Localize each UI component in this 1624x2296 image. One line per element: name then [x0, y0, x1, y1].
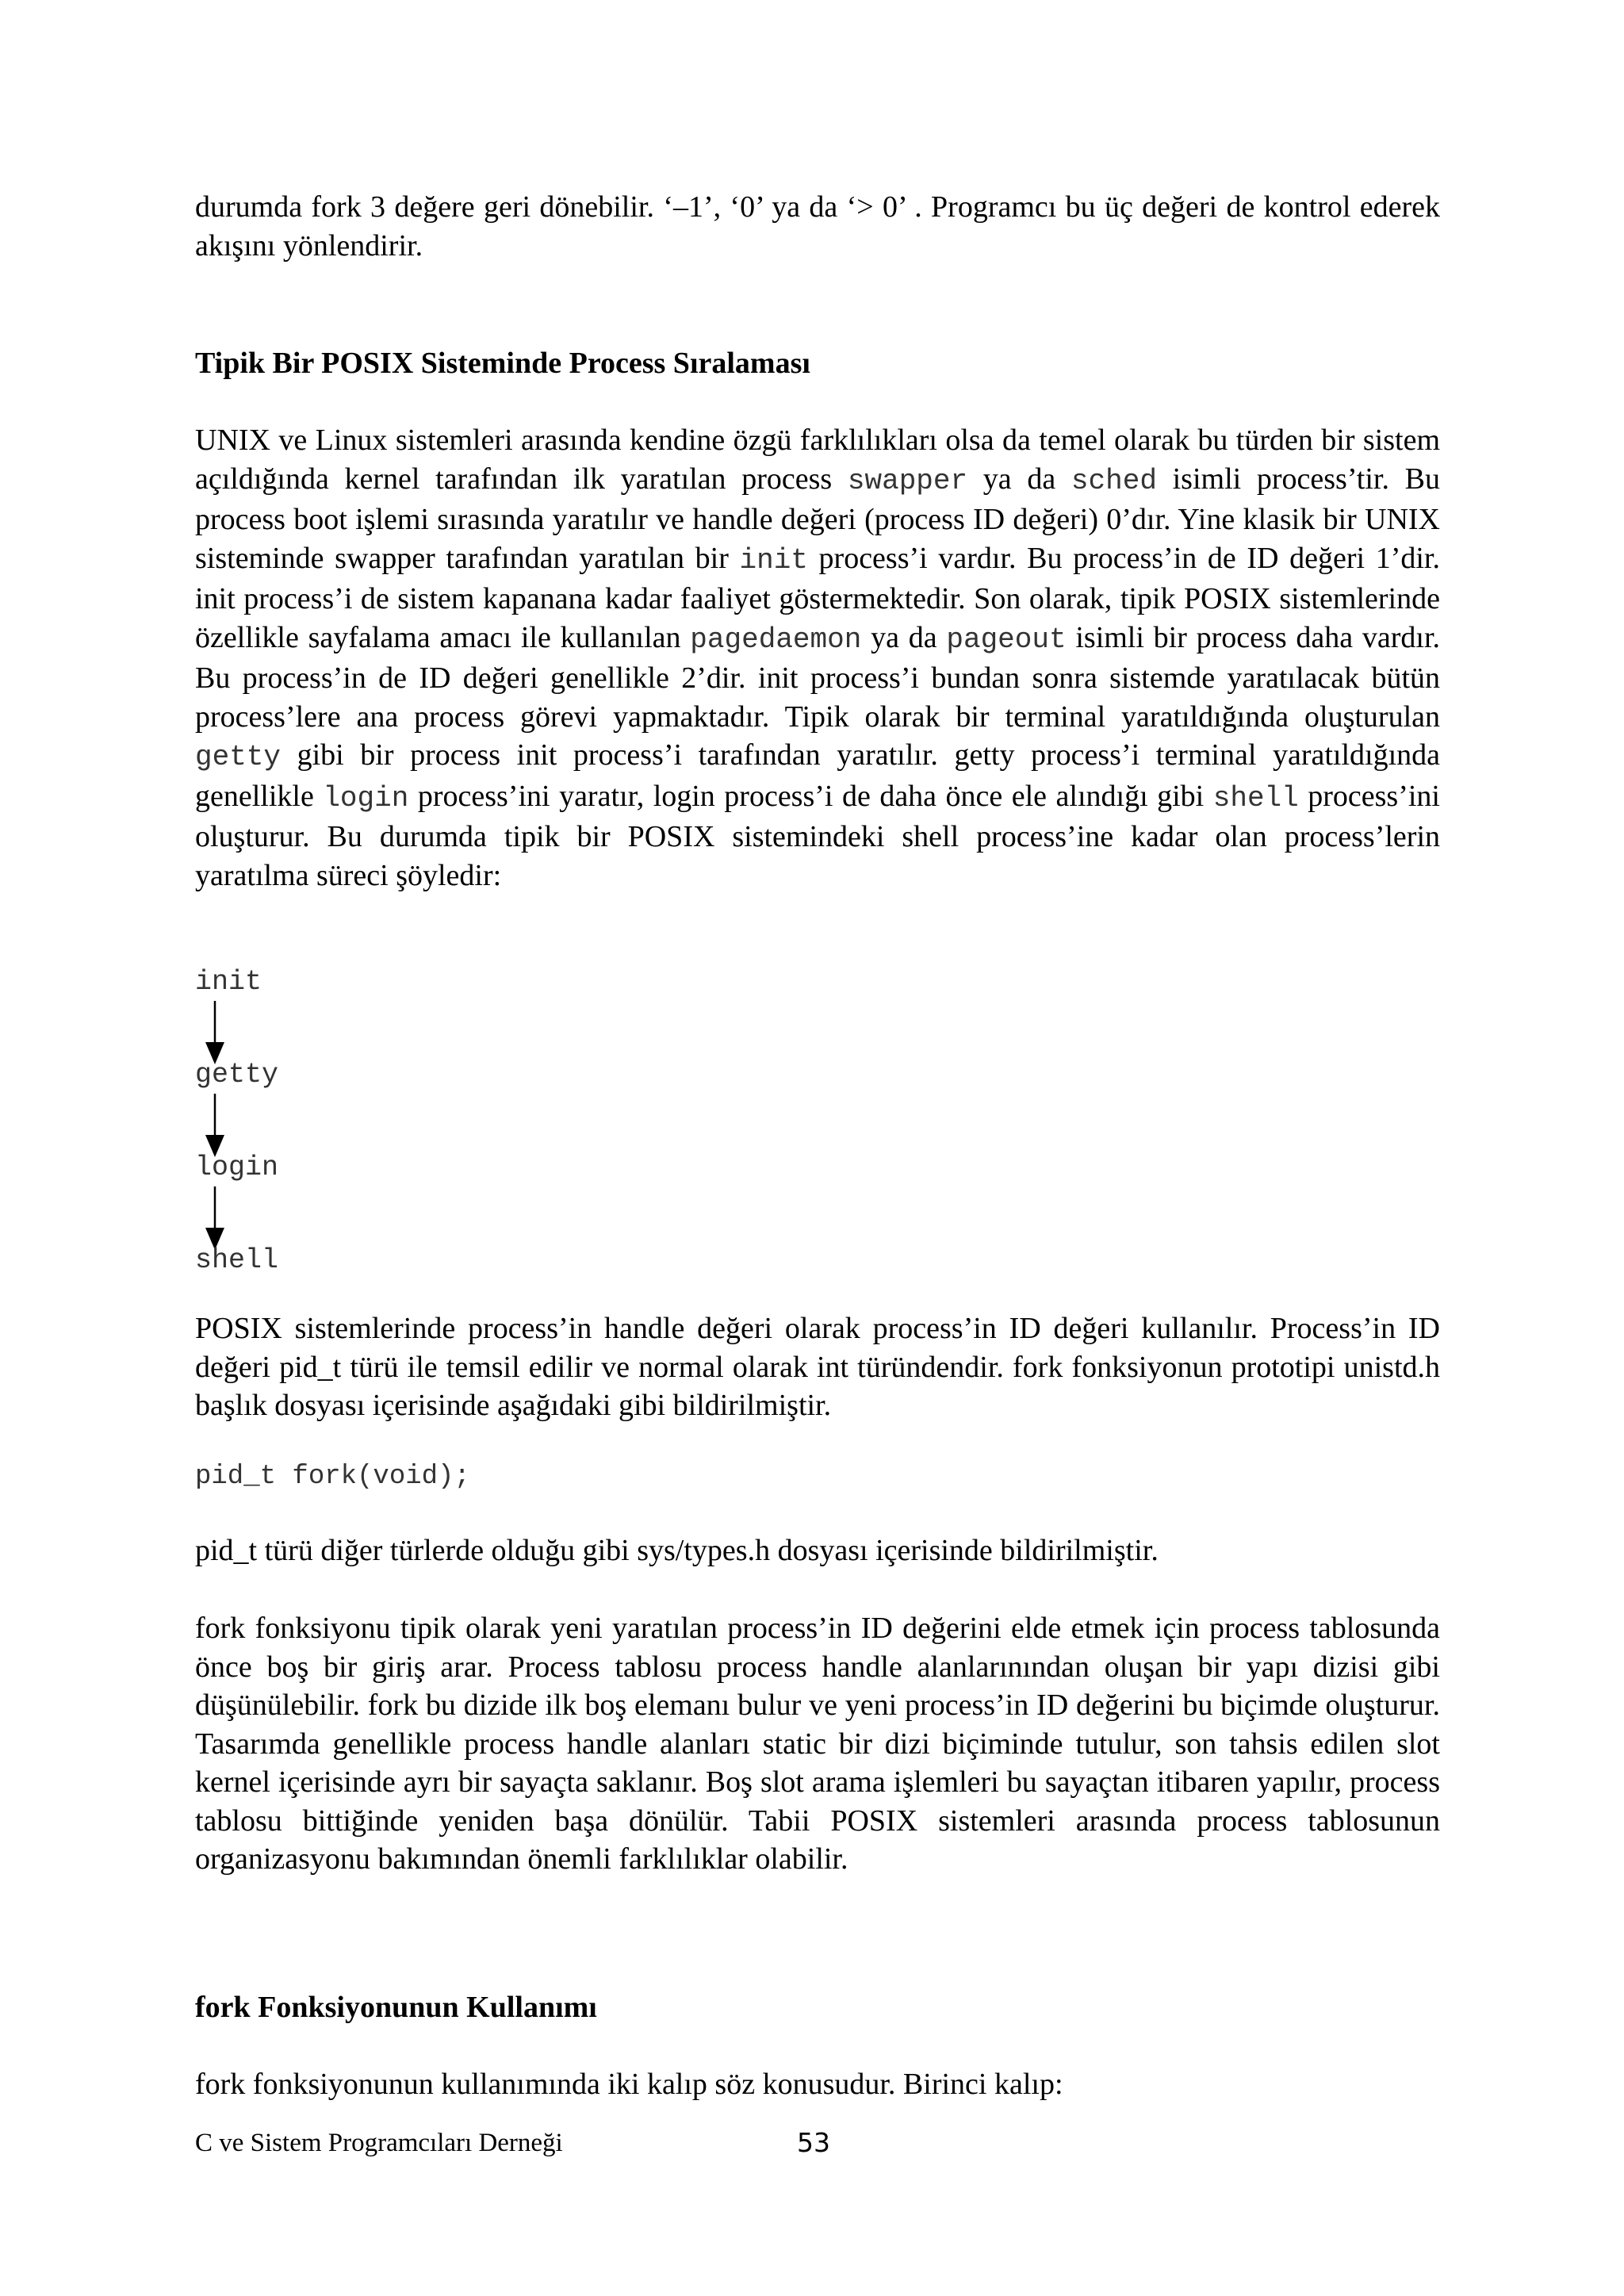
text-run: process’i vardır. Bu process’in de ID değeri 1’dir. init process’i de sistem kapanana kadar faaliyet göstermektedir. Son olarak, tipik POSIX sistemlerinde özellikle sayfalama amacı ile kullanılan: [195, 541, 1440, 654]
paragraph-intro: durumda fork 3 değere geri dönebilir. ‘–1’, ‘0’ ya da ‘> 0’ . Programcı bu üç değeri de kontrol ederek akışını yönlendirir.: [195, 190, 1440, 263]
code-swapper: swapper: [847, 464, 968, 497]
code-pageout: pageout: [946, 623, 1067, 656]
paragraph-process-description: [195, 421, 1440, 895]
page-number: 53: [797, 2127, 830, 2158]
heading-fork-usage: fork Fonksiyonunun Kullanımı: [195, 1991, 597, 2024]
text-run: UNIX ve Linux sistemleri arasında kendine özgü farklılıkları olsa da temel olarak bu türden bir sistem açıldığında kernel tarafından ilk yaratılan process: [195, 424, 1440, 496]
code-sched: sched: [1071, 464, 1157, 497]
text-run: ya da: [861, 620, 947, 654]
text-run: gibi bir process init process’i tarafından yaratılır. getty process’i terminal yaratıldığında genellikle: [195, 738, 1440, 813]
down-arrow-icon: [205, 1186, 224, 1250]
diagram-node-shell: shell: [195, 1244, 279, 1276]
down-arrow-icon: [205, 1094, 224, 1157]
code-pagedaemon: pagedaemon: [690, 623, 862, 656]
diagram-node-init: init: [195, 966, 262, 998]
paragraph-fork-usage: fork fonksiyonunun kullanımında iki kalıp söz konusudur. Birinci kalıp:: [195, 2068, 1063, 2101]
text-run: isimli bir process daha vardır. Bu process’in de ID değeri genellikle 2’dir. init process’i bundan sonra sistemde yaratılacak bütün process’lere ana process görevi yapmaktadır. Tipik olarak bir terminal yaratıldığında oluşturulan: [195, 620, 1440, 734]
code-login: login: [323, 781, 409, 815]
paragraph-process-table: fork fonksiyonu tipik olarak yeni yaratılan process’in ID değerini elde etmek için process tablosunda önce boş bir giriş arar. Process tablosu process handle alanlarınından oluşan bir yapı dizisi gibi düşünülebilir. fork bu dizide ilk boş elemanı bulur ve yeni process’in ID değerini bu biçimde oluşturur. Tasarımda genellikle process handle alanları static bir dizi biçiminde tutulur, son tahsis edilen slot kernel içerisinde ayrı bir sayaçta saklanır. Boş slot arama işlemleri bu sayaçtan itibaren yapılır, process tablosu bittiğinde yeniden başa dönülür. Tabii POSIX sistemleri arasında process tablosunun organizasyonu bakımından önemli farklılıklar olabilir.: [195, 1612, 1440, 1876]
code-fork-prototype: pid_t fork(void);: [195, 1462, 470, 1492]
paragraph-pid-t: pid_t türü diğer türlerde olduğu gibi sys/types.h dosyası içerisinde bildirilmiştir.: [195, 1534, 1159, 1567]
heading-process-order: Tipik Bir POSIX Sisteminde Process Sıralaması: [195, 347, 810, 380]
diagram-node-getty: getty: [195, 1059, 279, 1091]
code-getty: getty: [195, 741, 282, 773]
footer-organization: C ve Sistem Programcıları Derneği: [195, 2129, 563, 2157]
code-init: init: [739, 543, 808, 577]
text-run: ya da: [967, 462, 1071, 496]
paragraph-pid: POSIX sistemlerinde process’in handle değeri olarak process’in ID değeri kullanılır. Process’in ID değeri pid_t türü ile temsil edilir ve normal olarak int türündendir. fork fonksiyonun prototipi unistd.h başlık dosyası içerisinde aşağıdaki gibi bildirilmiştir.: [195, 1312, 1440, 1422]
code-shell: shell: [1212, 781, 1299, 815]
diagram-node-login: login: [195, 1152, 279, 1183]
down-arrow-icon: [205, 1001, 224, 1064]
text-run: process’ini oluşturur. Bu durumda tipik bir POSIX sistemindeki shell process’ine kadar olan process’lerin yaratılma süreci şöyledir:: [195, 779, 1440, 892]
text-run: isimli process’tir. Bu process boot işlemi sırasında yaratılır ve handle değeri (process ID değeri) 0’dır. Yine klasik bir UNIX sisteminde swapper tarafından yaratılan bir: [195, 462, 1441, 575]
text-run: process’ini yaratır, login process’i de daha önce ele alındığı gibi: [408, 779, 1213, 813]
